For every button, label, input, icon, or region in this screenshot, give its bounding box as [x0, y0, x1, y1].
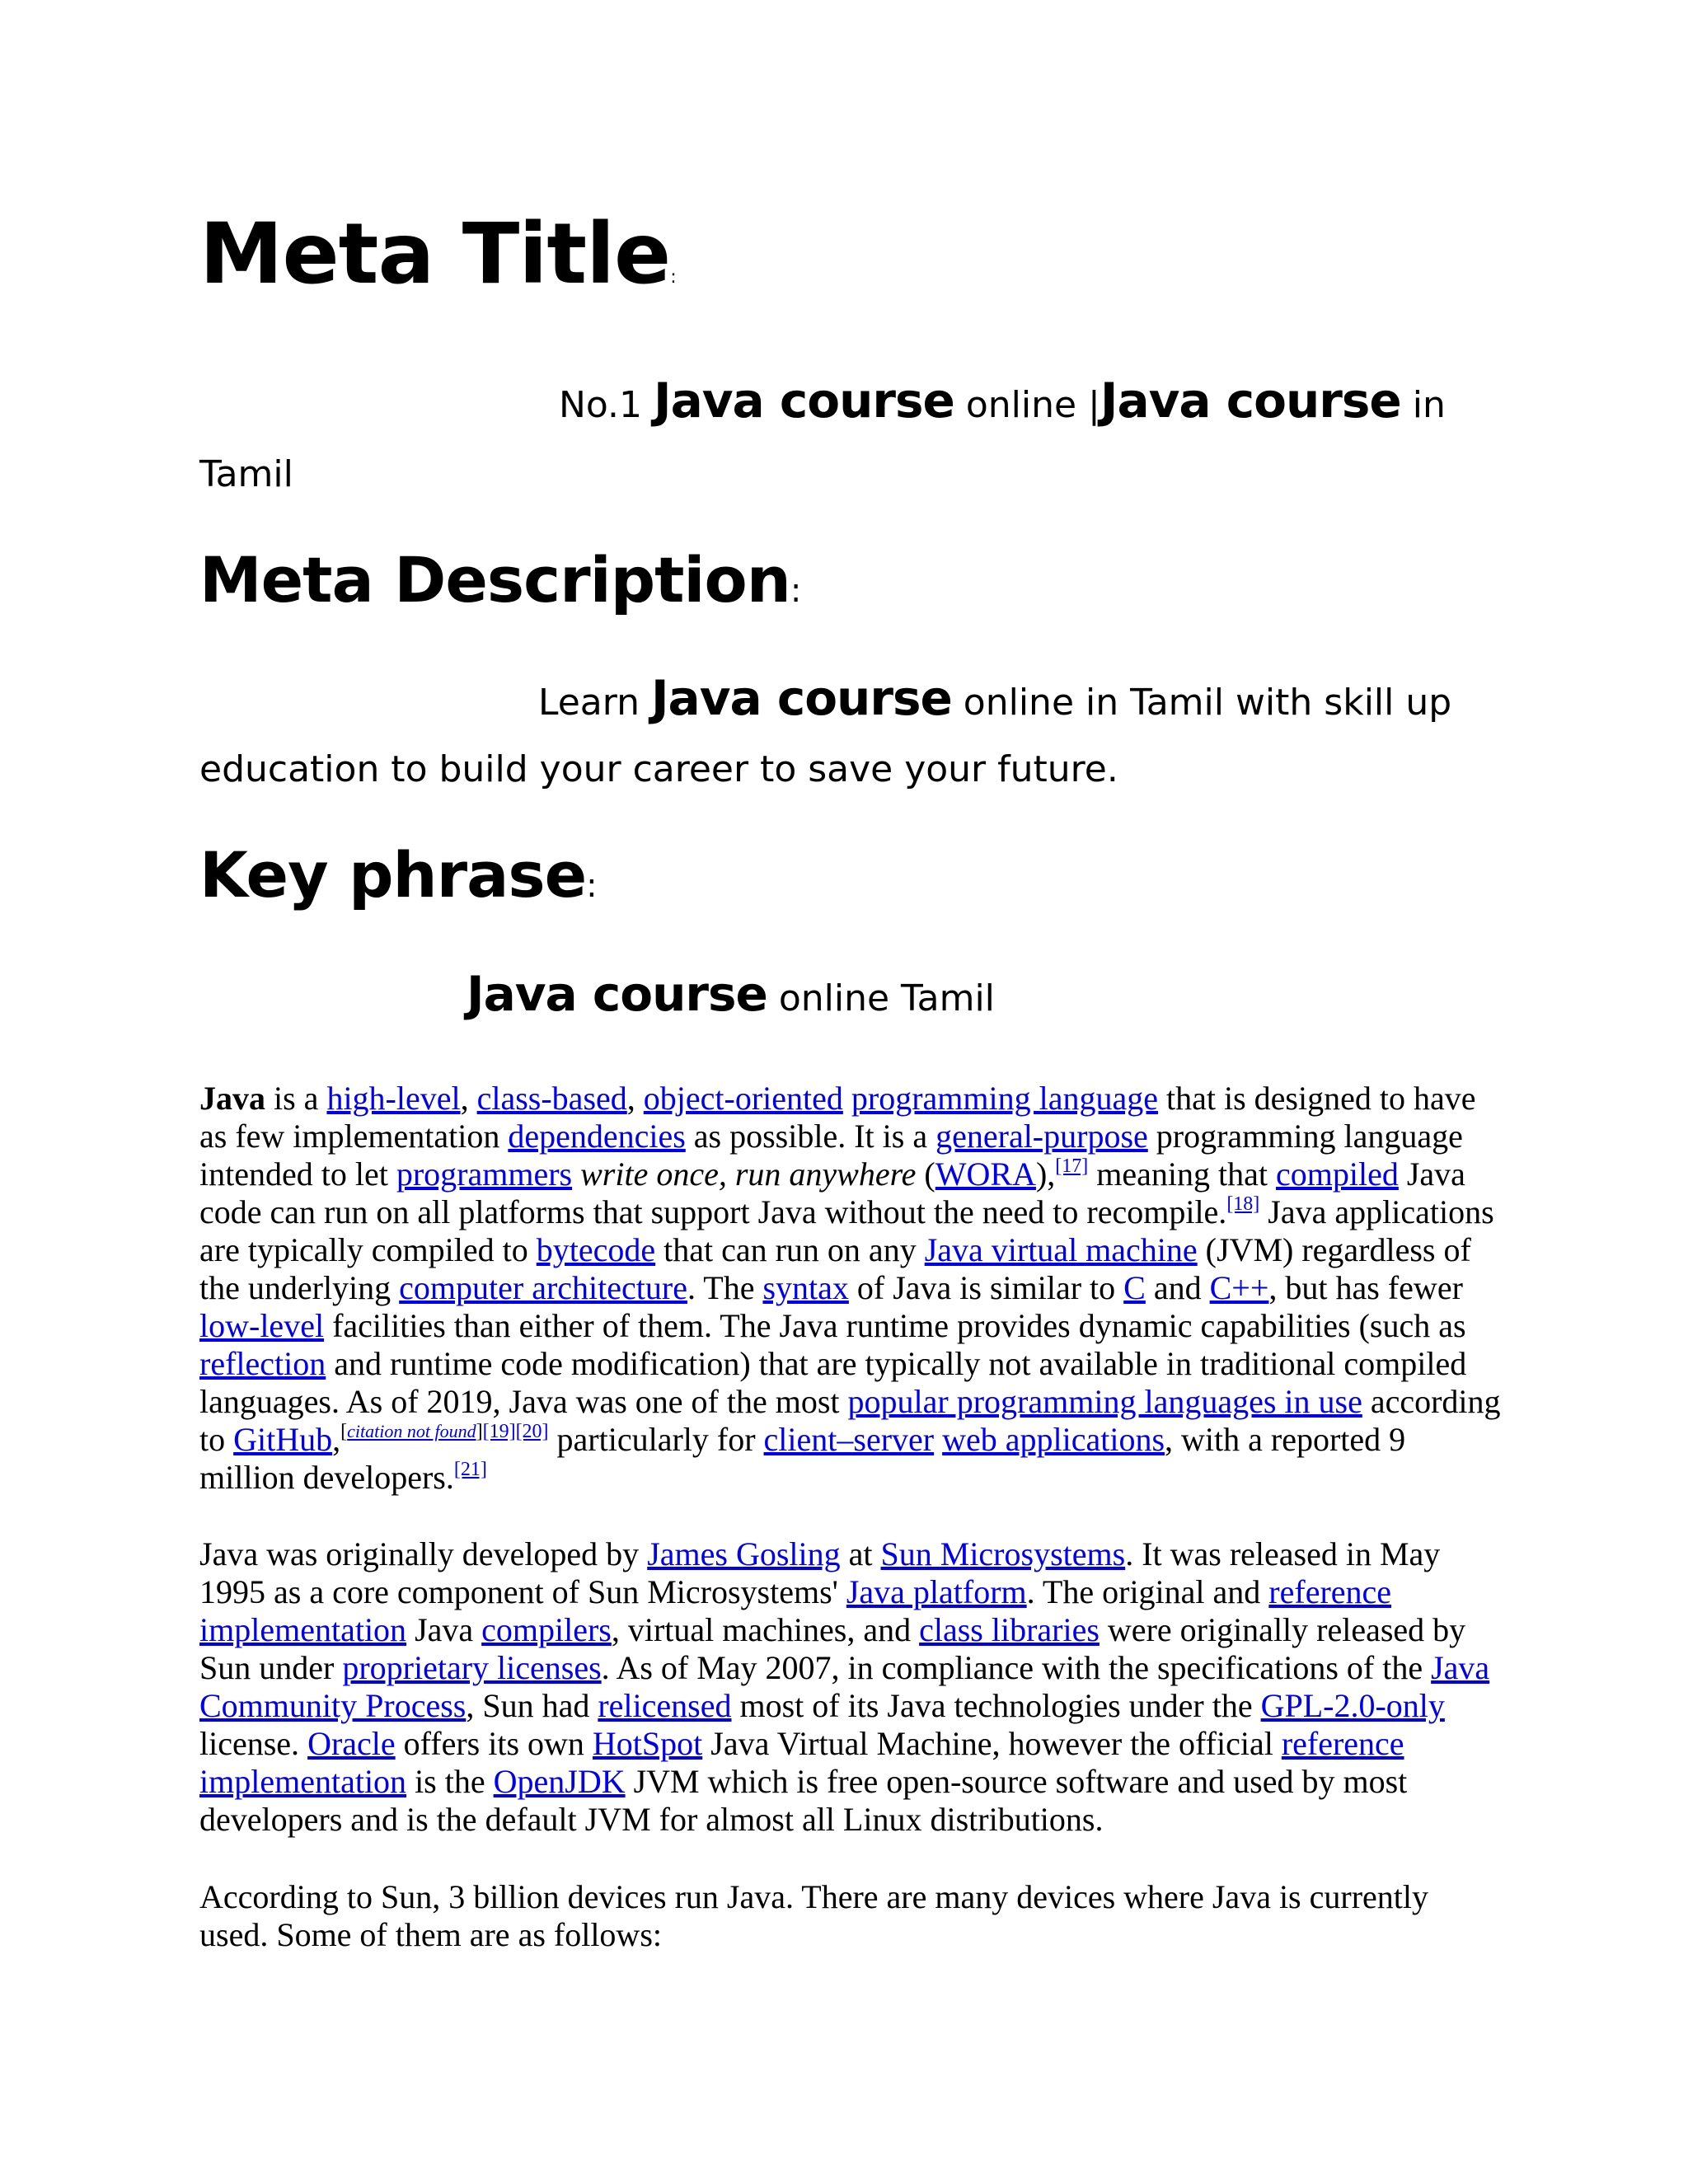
text-run: Java [406, 1611, 482, 1648]
link-dependencies[interactable]: dependencies [508, 1118, 686, 1155]
citation-not-found [340, 1421, 482, 1442]
text-run: programming language intended to let [199, 1118, 1463, 1193]
link-java-community-process[interactable]: Java Community Process [199, 1649, 1490, 1724]
key-phrase-segment: online Tamil [767, 977, 995, 1019]
meta-title-heading [199, 205, 676, 303]
text-run: meaning that [1088, 1155, 1276, 1193]
link-high-level[interactable]: high-level [326, 1080, 461, 1117]
meta-description-line-1 [538, 670, 1451, 726]
meta-description-heading-text: Meta Description [199, 543, 790, 616]
reference-19-link[interactable]: [19] [482, 1421, 516, 1442]
text-run: particularly for [548, 1421, 764, 1458]
meta-title-colon: : [670, 267, 676, 288]
link-object-oriented[interactable]: object-oriented [643, 1080, 843, 1117]
link-syntax[interactable]: syntax [762, 1269, 849, 1306]
text-run: , virtual machines, and [611, 1611, 920, 1648]
text-run [934, 1421, 942, 1458]
text-run: that can run on any [655, 1231, 925, 1268]
text-run: facilities than either of them. The Java runtime provides dynamic capabilities (such as [324, 1307, 1466, 1344]
citation-bracket: ] [476, 1421, 483, 1442]
link-openjdk[interactable]: OpenJDK [493, 1763, 626, 1800]
meta-title-keyword: Java course [654, 373, 954, 429]
text-run: Java code can run on all platforms that support Java without the need to recompile. [199, 1155, 1465, 1230]
text-run: is a [265, 1080, 327, 1117]
reference-21[interactable] [454, 1459, 487, 1480]
text-run: Java was originally developed by [199, 1535, 648, 1572]
text-run: , but has fewer [1268, 1269, 1463, 1306]
link-proprietary-licenses[interactable]: proprietary licenses [342, 1649, 602, 1686]
text-run: , [460, 1080, 477, 1117]
link-compiled[interactable]: compiled [1276, 1155, 1399, 1193]
text-run: and [1145, 1269, 1210, 1306]
text-run: (JVM) regardless of the underlying [199, 1231, 1471, 1306]
link-programming-language[interactable]: programming language [851, 1080, 1158, 1117]
text-run: at [840, 1535, 881, 1572]
paragraph-java-devices: According to Sun, 3 billion devices run Java. There are many devices where Java is currently used. Some of them are as follows: [199, 1878, 1428, 1953]
reference-21-link[interactable]: [21] [453, 1459, 487, 1480]
reference-20-link[interactable]: [20] [515, 1421, 549, 1442]
meta-title-heading-text: Meta Title [199, 205, 671, 303]
meta-title-keyword: Java course [1100, 373, 1401, 429]
text-run: Java Virtual Machine, however the official [702, 1725, 1282, 1762]
link-popular-programming-languages[interactable]: popular programming languages in use [847, 1383, 1362, 1420]
link-james-gosling[interactable]: James Gosling [647, 1535, 841, 1572]
meta-description-colon: : [790, 572, 801, 610]
key-phrase-line [467, 966, 995, 1022]
paragraph-java-overview [199, 1080, 1502, 1497]
link-gpl[interactable]: GPL-2.0-only [1260, 1687, 1445, 1724]
reference-19[interactable] [483, 1421, 516, 1442]
link-bytecode[interactable]: bytecode [536, 1231, 656, 1268]
meta-title-line-1 [559, 373, 1446, 429]
paragraph-java-history [199, 1535, 1502, 1839]
key-phrase-heading-text: Key phrase [199, 838, 587, 912]
text-run: ( [916, 1155, 935, 1193]
text-run [572, 1155, 580, 1193]
link-programmers[interactable]: programmers [396, 1155, 573, 1193]
meta-title-segment: online | [954, 384, 1100, 426]
text-run: of Java is similar to [848, 1269, 1124, 1306]
text-run: . The original and [1026, 1573, 1269, 1610]
text-run: , with a reported 9 million developers. [199, 1421, 1406, 1496]
link-general-purpose[interactable]: general-purpose [935, 1118, 1148, 1155]
text-run: , [626, 1080, 644, 1117]
link-reflection[interactable]: reflection [199, 1345, 326, 1382]
text-run: that is designed to have as few implementation [199, 1080, 1476, 1155]
link-computer-architecture[interactable]: computer architecture [399, 1269, 687, 1306]
reference-18-link[interactable]: [18] [1226, 1193, 1260, 1215]
italic-wora-phrase: write once, run anywhere [580, 1155, 917, 1193]
text-run: were originally released by Sun under [199, 1611, 1466, 1686]
link-class-based[interactable]: class-based [476, 1080, 627, 1117]
link-compilers[interactable]: compilers [481, 1611, 612, 1648]
text-run: license. [199, 1725, 308, 1762]
link-class-libraries[interactable]: class libraries [919, 1611, 1100, 1648]
text-run: , Sun had [466, 1687, 598, 1724]
reference-18[interactable] [1226, 1193, 1259, 1215]
text-run: is the [406, 1763, 494, 1800]
text-run: and runtime code modification) that are typically not available in traditional compiled languages. As of 2019, Java was one of the most [199, 1345, 1467, 1420]
link-client-server[interactable]: client–server [763, 1421, 935, 1458]
link-oracle[interactable]: Oracle [307, 1725, 396, 1762]
reference-20[interactable] [516, 1421, 549, 1442]
key-phrase-keyword: Java course [467, 966, 767, 1022]
meta-description-keyword: Java course [650, 670, 952, 726]
meta-description-segment: online in Tamil with skill up [951, 682, 1452, 724]
text-run: according to [199, 1383, 1501, 1458]
link-wora[interactable]: WORA [935, 1155, 1036, 1193]
link-reference-implementation-2[interactable]: reference implementation [199, 1725, 1404, 1800]
reference-17[interactable] [1055, 1155, 1088, 1177]
link-relicensed[interactable]: relicensed [598, 1687, 732, 1724]
citation-not-found-link[interactable]: citation not found [347, 1421, 476, 1441]
key-phrase-heading [199, 839, 597, 911]
text-run: Java applications are typically compiled to [199, 1193, 1494, 1268]
link-low-level[interactable]: low-level [199, 1307, 325, 1344]
link-cpp[interactable]: C++ [1209, 1269, 1269, 1306]
meta-description-heading [199, 544, 800, 616]
link-reference-implementation[interactable]: reference implementation [199, 1573, 1392, 1648]
text-run: , [332, 1421, 341, 1458]
link-github[interactable]: GitHub [233, 1421, 333, 1458]
meta-title-segment: No.1 [559, 384, 654, 426]
text-run: as possible. It is a [685, 1118, 936, 1155]
link-c[interactable]: C [1123, 1269, 1146, 1306]
citation-bracket: [ [340, 1421, 348, 1442]
key-phrase-colon: : [586, 867, 597, 905]
link-java-virtual-machine[interactable]: Java virtual machine [924, 1231, 1198, 1268]
reference-17-link[interactable]: [17] [1055, 1155, 1089, 1177]
text-run: most of its Java technologies under the [731, 1687, 1261, 1724]
bold-java: Java [199, 1080, 265, 1117]
text-run [843, 1080, 851, 1117]
link-web-applications[interactable]: web applications [942, 1421, 1165, 1458]
text-run: . As of May 2007, in compliance with the specifications of the [601, 1649, 1432, 1686]
meta-title-segment: in [1400, 384, 1446, 426]
text-run: . The [687, 1269, 763, 1306]
meta-description-line-2: education to build your career to save your future. [199, 748, 1118, 790]
meta-description-segment: Learn [538, 682, 651, 724]
text-run: . It was released in May 1995 as a core component of Sun Microsystems' [199, 1535, 1441, 1610]
link-hotspot[interactable]: HotSpot [592, 1725, 703, 1762]
link-sun-microsystems[interactable]: Sun Microsystems [880, 1535, 1126, 1572]
text-run: JVM which is free open-source software and used by most developers and is the default JVM for almost all Linux distributions. [199, 1763, 1408, 1838]
text-run: ), [1035, 1155, 1056, 1193]
text-run: offers its own [395, 1725, 593, 1762]
meta-title-line-2: Tamil [199, 453, 293, 495]
link-java-platform[interactable]: Java platform [846, 1573, 1027, 1610]
